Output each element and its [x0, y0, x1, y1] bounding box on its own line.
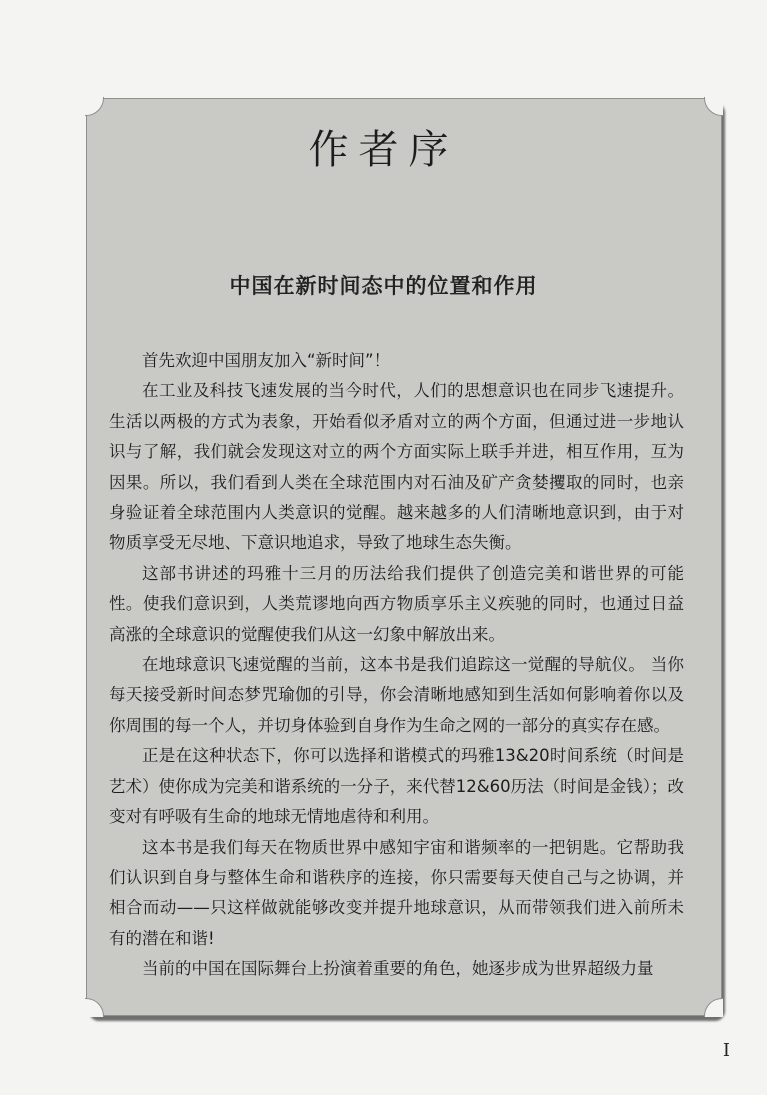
panel-corner-bottom-right	[704, 998, 723, 1017]
paragraph: 当前的中国在国际舞台上扮演着重要的角色，她逐步成为世界超级力量	[142, 959, 654, 979]
page-number: I	[722, 1040, 730, 1061]
paragraph: 首先欢迎中国朋友加入“新时间”！	[142, 351, 391, 370]
paragraph: 正是在这种状态下，你可以选择和谐模式的玛雅13&20时间系统（时间是艺术）使你成为完美和谐系统的一分子，来代替12&60历法（时间是金钱）；改变对有呼吸有生命的地球无情地虐待和利用。	[109, 746, 684, 827]
paragraph: 这部书讲述的玛雅十三月的历法给我们提供了创造完美和谐世界的可能性。使我们意识到，人类荒谬地向西方物质享乐主义疾驰的同时，也通过日益高涨的全球意识的觉醒使我们从这一幻象中解放出来。	[109, 563, 684, 644]
subtitle: 中国在新时间态中的位置和作用	[229, 273, 538, 298]
main-title: 作者序	[308, 127, 459, 173]
panel-corner-bottom-left	[85, 998, 104, 1017]
paragraph: 在地球意识飞速觉醒的当前，这本书是我们追踪这一觉醒的导航仪。 当你每天接受新时间态梦咒瑜伽的引导，你会清晰地感知到生活如何影响着你以及你周围的每一个人，并切身体验到自身作为生命之网的一部分的真实存在感。	[109, 655, 684, 735]
paragraph: 这本书是我们每天在物质世界中感知宇宙和谐频率的一把钥匙。它帮助我们认识到自身与整体生命和谐秩序的连接，你只需要每天使自己与之协调，并相合而动——只这样做就能够改变并提升地球意识，从而带领我们进入前所未有的潜在和谐!	[109, 837, 684, 948]
body-text	[109, 346, 684, 985]
paragraph: 在工业及科技飞速发展的当今时代，人们的思想意识也在同步飞速提升。生活以两极的方式为表象，开始看似矛盾对立的两个方面，但通过进一步地认识与了解，我们就会发现这对立的两个方面实际上联手并进，相互作用，互为因果。所以，我们看到人类在全球范围内对石油及矿产贪婪攫取的同时，也亲身验证着全球范围内人类意识的觉醒。越来越多的人们清晰地意识到，由于对物质享受无尽地、下意识地追求，导致了地球生态失衡。	[109, 381, 684, 553]
